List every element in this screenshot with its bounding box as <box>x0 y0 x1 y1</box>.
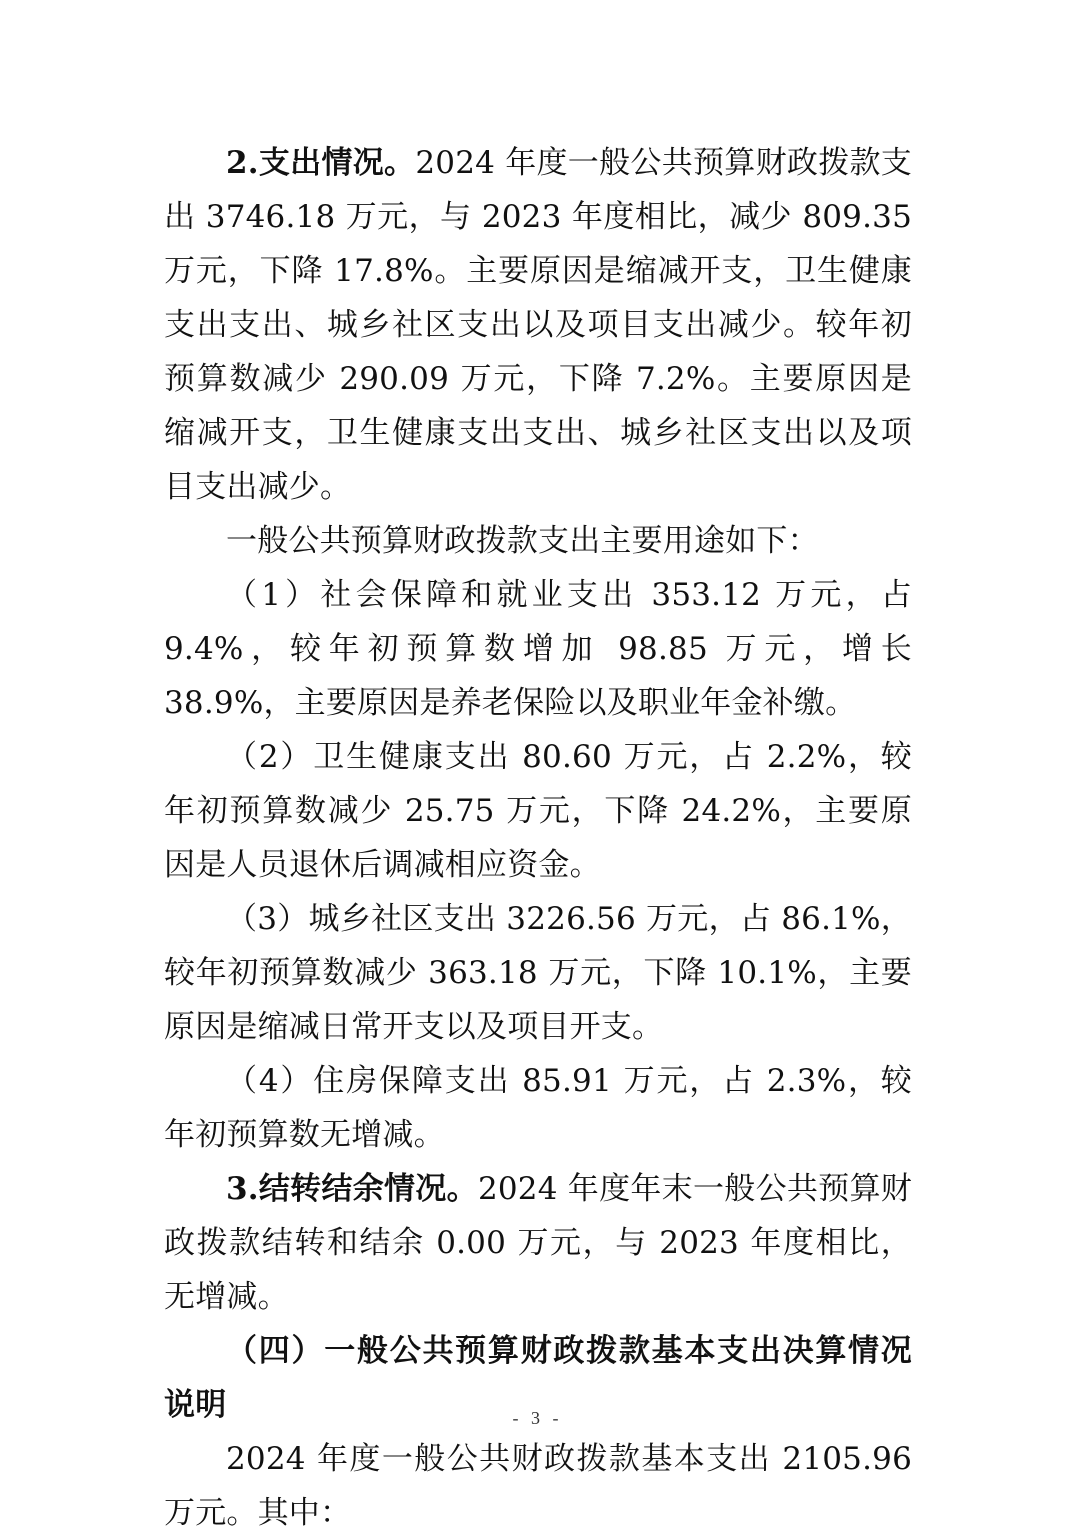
paragraph-expenditure <box>164 136 912 514</box>
list-item-housing: （4）住房保障支出 85.91 万元，占 2.3%，较年初预算数无增减。 <box>164 1063 912 1153</box>
section-lead-carryover: 3.结转结余情况。 <box>226 1171 478 1207</box>
paragraph-carryover <box>164 1162 912 1324</box>
list-item-health: （2）卫生健康支出 80.60 万元，占 2.2%，较年初预算数减少 25.75 万元，下降 24.2%，主要原因是人员退休后调减相应资金。 <box>164 739 912 883</box>
section-lead-expenditure: 2.支出情况。 <box>226 145 416 181</box>
page-number: - 3 - <box>512 1408 563 1428</box>
list-item-social-security: （1）社会保障和就业支出 353.12 万元，占 9.4%，较年初预算数增加 98.85 万元，增长 38.9%，主要原因是养老保险以及职业年金补缴。 <box>164 577 912 721</box>
list-item-urban-rural: （3）城乡社区支出 3226.56 万元，占 86.1%，较年初预算数减少 363.18 万元，下降 10.1%，主要原因是缩减日常开支以及项目开支。 <box>164 901 912 1045</box>
paragraph-main-uses: 一般公共预算财政拨款支出主要用途如下： <box>226 523 819 559</box>
paragraph-carryover-body: 2024 年度年末一般公共预算财政拨款结转和结余 0.00 万元，与 2023 年度相比，无增减。 <box>164 1171 912 1315</box>
paragraph-expenditure-body: 2024 年度一般公共预算财政拨款支出 3746.18 万元，与 2023 年度相比，减少 809.35 万元，下降 17.8%。主要原因是缩减开支，卫生健康支出支出、城乡社区支出以及项目支出减少。较年初预算数减少 290.09 万元，下降 7.2%。主要原因是缩减开支，卫生健康支出支出、城乡社区支出以及项目支出减少。 <box>164 145 912 505</box>
document-page <box>164 136 912 1540</box>
section-heading-basic-expenditure: （四）一般公共预算财政拨款基本支出决算情况说明 <box>164 1333 912 1423</box>
paragraph-basic-expenditure: 2024 年度一般公共财政拨款基本支出 2105.96 万元。其中： <box>164 1441 912 1531</box>
